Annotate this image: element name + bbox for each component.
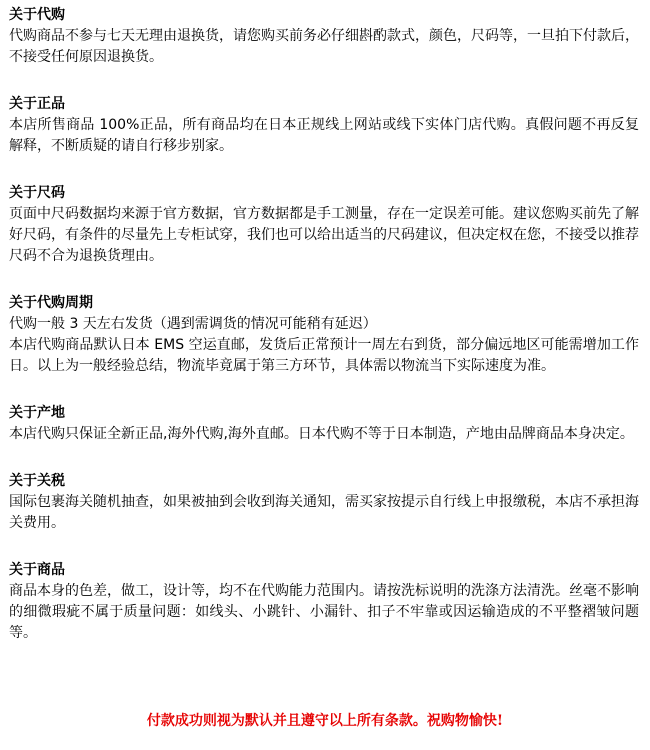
section-paragraph: 商品本身的色差，做工，设计等，均不在代购能力范围内。请按洗标说明的洗涤方法清洗。丝毫不影响的细微瑕疵不属于质量问题：如线头、小跳针、小漏针、扣子不牢靠或因运输造成的不平整褶皱问题等。 [9, 583, 639, 641]
section-daigou [9, 5, 639, 68]
section-paragraph: 页面中尺码数据均来源于官方数据，官方数据都是手工测量，存在一定误差可能。建议您购买前先了解好尺码，有条件的尽量先上专柜试穿，我们也可以给出适当的尺码建议，但决定权在您，不接受以推荐尺码不合为退换货理由。 [9, 206, 639, 264]
section-title: 关于代购周期 [9, 295, 93, 311]
section-origin [9, 403, 639, 445]
section-paragraph: 代购一般 3 天左右发货（遇到需调货的情况可能稍有延迟） [9, 316, 377, 332]
section-title: 关于正品 [9, 96, 65, 112]
section-title: 关于产地 [9, 405, 65, 421]
section-title: 关于商品 [9, 562, 65, 578]
section-paragraph: 本店所售商品 100%正品，所有商品均在日本正规线上网站或线下实体门店代购。真假问题不再反复解释，不断质疑的请自行移步别家。 [9, 117, 639, 154]
section-paragraph: 本店代购商品默认日本 EMS 空运直邮，发货后正常预计一周左右到货，部分偏远地区可能需增加工作日。以上为一般经验总结，物流毕竟属于第三方环节，具体需以物流当下实际速度为准。 [9, 337, 639, 374]
section-paragraph: 国际包裹海关随机抽查，如果被抽到会收到海关通知，需买家按提示自行线上申报缴税，本店不承担海关费用。 [9, 494, 639, 531]
section-title: 关于关税 [9, 473, 65, 489]
section-product [9, 560, 639, 644]
section-customs [9, 471, 639, 534]
section-title: 关于尺码 [9, 185, 65, 201]
policy-content [9, 5, 639, 670]
section-shipping-period [9, 293, 639, 377]
section-title: 关于代购 [9, 7, 65, 23]
section-paragraph: 本店代购只保证全新正品,海外代购,海外直邮。日本代购不等于日本制造，产地由品牌商品本身决定。 [9, 426, 634, 442]
footer-notice: 付款成功则视为默认并且遵守以上所有条款。祝购物愉快! [146, 713, 504, 729]
section-paragraph: 代购商品不参与七天无理由退换货，请您购买前务必仔细斟酌款式，颜色，尺码等，一旦拍下付款后，不接受任何原因退换货。 [9, 28, 639, 65]
section-sizing [9, 183, 639, 267]
section-authentic [9, 94, 639, 157]
